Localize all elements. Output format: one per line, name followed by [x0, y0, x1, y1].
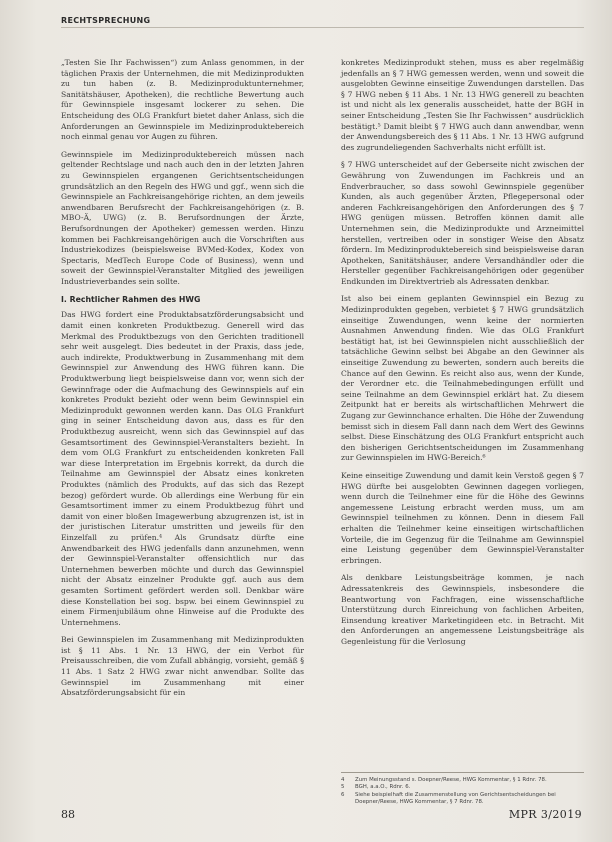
footnote-number: 4 — [341, 777, 345, 783]
right-column — [341, 58, 584, 654]
footnote-number: 5 — [341, 784, 345, 791]
footnote-text: Siehe beispielhaft die Zusammenstellung von Gerichtsentscheidungen bei Doepner/Reese, HWG Kommentar, § 7 Rdnr. 78. — [355, 791, 556, 806]
paragraph: „Testen Sie Ihr Fachwissen“) zum Anlass genommen, in der täglichen Praxis der Unternehmen, die mit Medizinprodukten zu tun haben (z. B. Medizinproduktunternehmer, Sanitätshäuser, Apotheken), die rechtliche Bewertung auch für Gewinnspiele insgesamt lockerer zu sehen. Die Entscheidung des OLG Frankfurt bietet daher Anlass, sich die Anforderungen an Gewinnspiele im Medizinproduktebereich noch einmal genau vor Augen zu führen. — [61, 58, 304, 142]
paragraph: Gewinnspiele im Medizinproduktebereich müssen nach geltender Rechtslage und nach auch den in der letzten Jahren zu Gewinnspielen ergangenen Gerichtsentscheidungen grundsätzlich an den Regeln des HWG und ggf., wenn sich die Gewinnspiele an Fachkreisangehörige richten, an dem jeweils anwendbaren Berufsrecht der Fachkreisangehörigen (z. B. MBO-Ä, UWG) (z. B. Berufsordnungen der Ärzte, Berufsordnungen der Apotheker) gemessen werden. Hinzu kommen bei Fachkreisangehörigen auch die Vorschriften aus Industriekodizes (beispielsweise BVMed-Kodex, Kodex von Spectaris, MedTech Europe Code of Business), wenn und soweit der Gewinnspiel-Veranstalter Mitglied des jeweiligen Industrieverbandes sein sollte. — [61, 149, 304, 286]
footnote-number: 6 — [341, 791, 345, 798]
paragraph: konkretes Medizinprodukt stehen, muss es aber regelmäßig jedenfalls an § 7 HWG gemessen werden, wenn und soweit die ausgelobten Gewinne einseitige Zuwendungen darstellen. Das § 7 HWG neben § 11 Abs. 1 Nr. 13 HWG generell zu beachten ist und nicht als lex generalis ausscheidet, hatte der BGH in seiner Entscheidung „Testen Sie Ihr Fachwissen“ ausdrücklich bestätigt.⁵ Damit bleibt § 7 HWG auch dann anwendbar, wenn der Anwendungsbereich des § 11 Abs. 1 Nr. 13 HWG aufgrund des zugrundeliegenden Sachverhalts nicht erfüllt ist. — [341, 58, 584, 152]
left-column — [61, 58, 304, 706]
footnote — [341, 792, 584, 807]
footnote-text: Zum Meinungsstand s. Doepner/Reese, HWG Kommentar, § 1 Rdnr. 78. — [355, 777, 547, 783]
paragraph: Keine einseitige Zuwendung und damit kein Verstoß gegen § 7 HWG dürfte bei ausgelobten Gewinnen dagegen vorliegen, wenn durch die Teilnehmer eine für die Höhe des Gewinns angemessene Leistung erbracht werden muss, um am Gewinnspiel teilnehmen zu können. Denn in diesem Fall erhalten die Teilnehmer keine einseitigen wirtschaftlichen Vorteile, die im Gegenzug für die Teilnahme am Gewinnspiel eine Leistung gegenüber dem Gewinnspiel-Veranstalter erbringen. — [341, 470, 584, 565]
footnotes — [341, 772, 584, 807]
page-number: 88 — [61, 808, 75, 821]
paragraph: Als denkbare Leistungsbeiträge kommen, je nach Adressatenkreis des Gewinnspiels, insbesondere die Beantwortung von Fachfragen, eine wissenschaftliche Unterstützung durch Einreichung von fachlichen Arbeiten, Einsendung kreativer Marketingideen etc. in Betracht. Mit den Anforderungen an angemessene Leistungsbeiträge als Gegenleistung für die Verlosung — [341, 573, 584, 646]
paragraph: Ist also bei einem geplanten Gewinnspiel ein Bezug zu Medizinprodukten gegeben, verbietet § 7 HWG grundsätzlich einseitige Zuwendungen, wenn keine der normierten Ausnahmen Anwendung finden. Wie das OLG Frankfurt bestätigt hat, ist bei Gewinnspielen nicht ausschließlich der tatsächliche Gewinn selbst bei Abgabe an den Gewinner als einseitige Zuwendung zu bewerten, sondern auch bereits die Chance auf den Gewinn. Es reicht also aus, wenn der Kunde, der Verordner etc. die Teilnahmebedingungen erfüllt und seine Teilnahme an dem Gewinnspiel erklärt hat. Zu diesem Zeitpunkt hat er bereits als wirtschaftlichen Mehrwert die Zugang zur Gewinnchance erhalten. Die Höhe der Zuwendung bemisst sich in diesem Fall dann nach dem Wert des Gewinns selbst. Diese Einschätzung des OLG Frankfurt entspricht auch den bisherigen Gerichtsentscheidungen im Zusammenhang zur Gewinnspielen im HWG-Bereich.⁶ — [341, 294, 584, 463]
running-head: RECHTSPRECHUNG — [61, 16, 151, 25]
paragraph: Das HWG fordert eine Produktabsatzförderungsabsicht und damit einen konkreten Produktbezug. Generell wird das Merkmal des Produktbezugs von den Gerichten traditionell sehr weit ausgelegt. Dies bedeutet in der Praxis, dass jede, auch indirekte, Produktwerbung in Zusammenhang mit dem Gewinnspiel zur Anwendung des HWG führen kann. Die Produktwerbung liegt beispielsweise dann vor, wenn sich der Gewinnfrage oder die Aufmachung des Gewinnspiels auf ein konkretes Produkt bezieht oder wenn beim Gewinnspiel ein Medizinprodukt gewonnen werden kann. Das OLG Frankfurt ging in seiner Entscheidung davon aus, dass es für den Produktbezug ausreicht, wenn sich das Gewinnspiel auf das Gesamtsortiment des Gewinnspiel-Veranstalters bezieht. In dem vom OLG Frankfurt zu entscheidenden konkreten Fall war diese Interpretation im Ergebnis korrekt, da durch die Teilnahme am Gewinnspiel der Absatz eines konkreten Produktes (nämlich des Produkts, auf das sich das Rezept bezog) gefördert wurde. Ob allerdings eine Werbung für ein Gesamtsortiment immer zu einem Produktbezug führt und damit von einer bloßen Imagewerbung abzugrenzen ist, ist in der juristischen Literatur umstritten und jeweils für den Einzelfall zu prüfen.⁴ Als Grundsatz dürfte eine Anwendbarkeit des HWG jedenfalls dann anzunehmen, wenn der Gewinnspiel-Veranstalter offensichtlich nur das Unternehmen bewerben möchte und durch das Gewinnspiel nicht der Absatz einzelner Produkte ggf. auch aus dem gesamten Sortiment gefördert werden soll. Denkbar wäre diese Konstellation bei sog. bspw. bei einem Gewinnspiel zu einem Firmenjubiläum ohne Hinweise auf die Produkte des Unternehmens. — [61, 310, 304, 627]
footnote — [341, 777, 584, 784]
header-rule — [61, 27, 584, 28]
footnote-text: BGH, a.a.O., Rdnr. 6. — [355, 784, 411, 791]
footnote — [341, 784, 584, 791]
paragraph: § 7 HWG unterscheidet auf der Geberseite nicht zwischen der Gewährung von Zuwendungen im Fachkreis und an Endverbraucher, so dass sowohl Gewinnspiele gegenüber Kunden, als auch gegenüber Ärzten, Pflegepersonal oder anderen Fachkreisangehörigen den Anforderungen des § 7 HWG genügen müssen. Betroffen können damit alle Unternehmen sein, die Medizinprodukte und Arzneimittel herstellen, vertreiben oder in sonstiger Weise den Absatz fördern. Im Medizinproduktebereich sind beispielsweise daran Apotheken, Sanitätshäuser, andere Versandhändler oder die Hersteller gegenüber Fachkreisangehörigen oder gegenüber Endkunden im Direktvertrieb als Adressaten denkbar. — [341, 160, 584, 286]
journal-citation: MPR 3/2019 — [508, 808, 582, 821]
paragraph: Bei Gewinnspielen im Zusammenhang mit Medizinprodukten ist § 11 Abs. 1 Nr. 13 HWG, der ein Verbot für Preisausschreiben, die vom Zufall abhängig, vorsieht, gemäß § 11 Abs. 1 Satz 2 HWG zwar nicht anwendbar. Sollte das Gewinnspiel im Zusammenhang mit einer Absatzförderungsabsicht für ein — [61, 635, 304, 698]
section-heading: I. Rechtlicher Rahmen des HWG — [61, 295, 201, 305]
